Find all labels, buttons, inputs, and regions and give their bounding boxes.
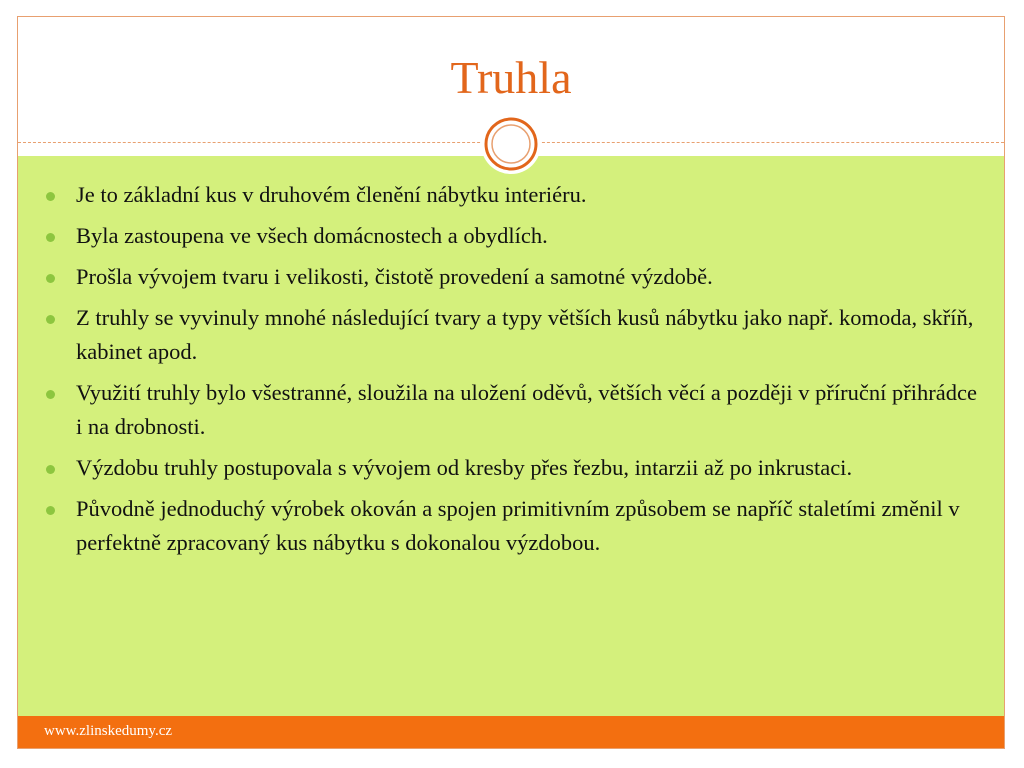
- bullet-text: Byla zastoupena ve všech domácnostech a obydlích.: [76, 223, 548, 248]
- bullet-text: Prošla vývojem tvaru i velikosti, čistotě provedení a samotné výzdobě.: [76, 264, 713, 289]
- bullet-item: [18, 260, 978, 294]
- circle-bullet-icon: [46, 192, 55, 201]
- bullet-item: [18, 219, 978, 253]
- bullet-item: [18, 451, 978, 485]
- bullet-item: [18, 492, 978, 560]
- bullet-item: [18, 376, 978, 444]
- bullet-text: Využití truhly bylo všestranné, sloužila na uložení oděvů, větších věcí a později v příruční přihrádce i na drobnosti.: [76, 380, 977, 439]
- footer-url[interactable]: www.zlinskedumy.cz: [44, 723, 173, 739]
- bullet-list: [18, 178, 978, 567]
- bullet-item: [18, 178, 978, 212]
- circle-bullet-icon: [46, 390, 55, 399]
- footer-bar: [18, 716, 1004, 748]
- circle-bullet-icon: [46, 233, 55, 242]
- bullet-text: Je to základní kus v druhovém členění nábytku interiéru.: [76, 182, 587, 207]
- bullet-text: Z truhly se vyvinuly mnohé následující tvary a typy větších kusů nábytku jako např. komoda, skříň, kabinet apod.: [76, 305, 974, 364]
- bullet-text: Původně jednoduchý výrobek okován a spojen primitivním způsobem se napříč staletími změnil v perfektně zpracovaný kus nábytku s dokonalou výzdobou.: [76, 496, 960, 555]
- circle-bullet-icon: [46, 465, 55, 474]
- bullet-item: [18, 301, 978, 369]
- bullet-text: Výzdobu truhly postupovala s vývojem od kresby přes řezbu, intarzii až po inkrustaci.: [76, 455, 853, 480]
- circle-bullet-icon: [46, 274, 55, 283]
- circle-bullet-icon: [46, 506, 55, 515]
- slide-title: Truhla: [450, 52, 572, 103]
- double-ring-icon: [480, 113, 542, 175]
- circle-bullet-icon: [46, 315, 55, 324]
